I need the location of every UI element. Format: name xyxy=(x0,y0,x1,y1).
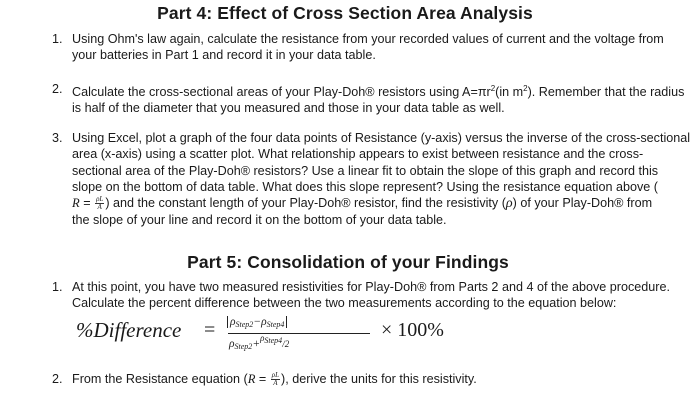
equation-lhs: %Difference xyxy=(76,318,182,342)
item-text-line: Calculate the percent difference between the two measurements according to the equation below: xyxy=(72,296,617,311)
item-number: 1. xyxy=(52,32,63,46)
equation-denominator: $\rho_{Step2}+^{\rho Step4}/2$ xyxy=(229,333,290,351)
percent-difference-equation xyxy=(76,312,444,358)
item-text-line: Calculate the cross-sectional areas of your Play-Doh® resistors using $A=\pi r^2(in$ $m^2$). Remember that the radius xyxy=(72,84,685,99)
item-text-line: From the Resistance equation (R = $\frac{\rho L}{A}$ ), derive the units for this resistivity. xyxy=(72,371,477,388)
rho-symbol: ρ xyxy=(505,196,513,212)
item-text-line: sectional area of the Play-Doh® resistors? Use a linear fit to obtain the slope of this graph and record this xyxy=(72,163,659,178)
item-number: 1. xyxy=(52,280,63,294)
equation-times-100: × 100% xyxy=(381,319,444,341)
item-text-line: Using Excel, plot a graph of the four data points of Resistance (y-axis) versus the inverse of the cross-sectional xyxy=(72,131,691,145)
item-text-line: is half of the diameter that you measured and those in your data table as well. xyxy=(72,101,505,116)
item-text-line: your batteries in Part 1 and record it in your data table. xyxy=(72,48,376,63)
item-text-line: the slope of your line and record it on the bottom of your data table. xyxy=(72,213,447,228)
item-text-line: Using Ohm's law again, calculate the resistance from your recorded values of current and the voltage from xyxy=(72,32,664,46)
item-text-line: At this point, you have two measured resistivities for Play-Doh® from Parts 2 and 4 of the above procedure. xyxy=(72,280,670,294)
resistance-fraction: $\frac{\rho L}{A}$ xyxy=(96,195,104,212)
item-number: 3. xyxy=(52,131,63,145)
item-number: 2. xyxy=(52,372,63,386)
part4-heading: Part 4: Effect of Cross Section Area Analysis xyxy=(157,3,533,23)
item-text-line: R = $\frac{\rho L}{A}$ ) and the constant length of your Play-Doh® resistor, find the resistivity (ρ) of your Play-Doh® from xyxy=(72,195,653,212)
resistance-fraction: $\frac{\rho L}{A}$ xyxy=(271,371,280,388)
equation-equals: = xyxy=(204,319,216,341)
resistance-eq-lhs: R xyxy=(72,196,80,211)
item-number: 2. xyxy=(52,82,63,96)
equation-numerator: $\rho_{Step2}-\rho_{Step4}$ xyxy=(227,316,287,329)
item-text-line: area (x-axis) using a scatter plot. What relationship appears to exist between resistance and the cross- xyxy=(72,147,644,162)
part5-heading: Part 5: Consolidation of your Findings xyxy=(187,252,509,272)
item-text-line: slope on the bottom of data table. What does this slope represent? Using the resistance equation above ( xyxy=(72,179,658,194)
